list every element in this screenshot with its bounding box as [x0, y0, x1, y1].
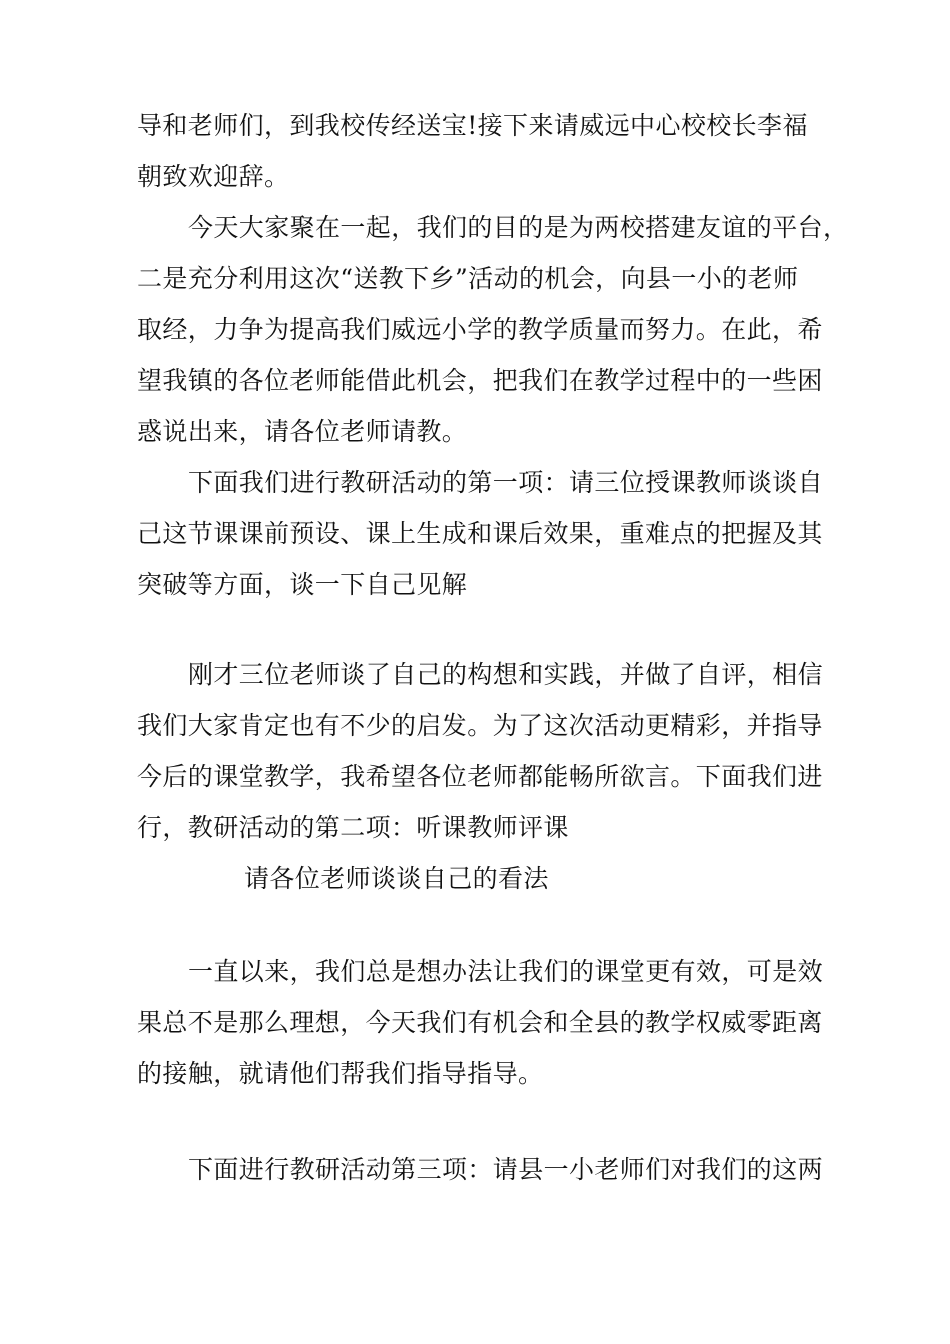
text-line: 导和老师们，到我校传经送宝!接下来请威远中心校校长李福 — [137, 111, 808, 140]
text-line: 惑说出来，请各位老师请教。 — [137, 417, 468, 446]
text-line: 望我镇的各位老师能借此机会，把我们在教学过程中的一些困 — [137, 366, 823, 395]
text-line: 二是充分利用这次“送教下乡”活动的机会，向县一小的老师 — [137, 264, 799, 293]
text-line: 果总不是那么理想，今天我们有机会和全县的教学权威零距离 — [137, 1008, 823, 1037]
text-line: 行，教研活动的第二项：听课教师评课 — [137, 813, 569, 842]
text-line: 取经，力争为提高我们威远小学的教学质量而努力。在此，希 — [137, 315, 823, 344]
text-line: 朝致欢迎辞。 — [137, 162, 290, 191]
centered-line: 请各位老师谈谈自己的看法 — [244, 864, 549, 893]
paragraph-start-line: 今天大家聚在一起，我们的目的是为两校搭建友谊的平台， — [188, 213, 849, 242]
paragraph-start-line: 下面我们进行教研活动的第一项：请三位授课教师谈谈自 — [188, 468, 824, 497]
paragraph-start-line: 下面进行教研活动第三项：请县一小老师们对我们的这两 — [188, 1155, 824, 1184]
paragraph-start-line: 一直以来，我们总是想办法让我们的课堂更有效，可是效 — [188, 957, 824, 986]
text-line: 的接触，就请他们帮我们指导指导。 — [137, 1059, 544, 1088]
text-line: 我们大家肯定也有不少的启发。为了这次活动更精彩，并指导 — [137, 711, 823, 740]
paragraph-start-line: 刚才三位老师谈了自己的构想和实践，并做了自评，相信 — [188, 660, 824, 689]
text-line: 突破等方面，谈一下自己见解 — [137, 570, 468, 599]
text-line: 今后的课堂教学，我希望各位老师都能畅所欲言。下面我们进 — [137, 762, 823, 791]
text-line: 己这节课课前预设、课上生成和课后效果，重难点的把握及其 — [137, 519, 823, 548]
